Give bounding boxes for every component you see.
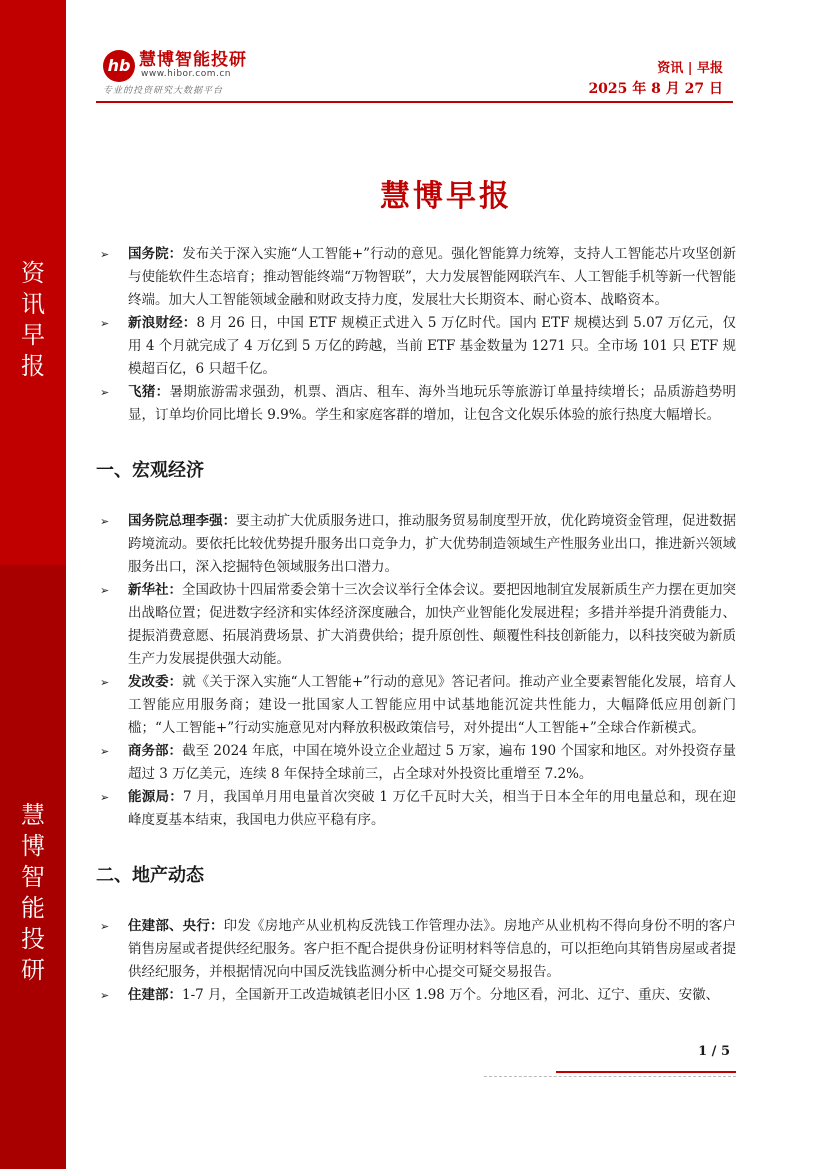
sidebar-char: 资 [21, 259, 45, 287]
sidebar-char: 智 [21, 863, 45, 891]
sidebar-char: 报 [21, 352, 45, 380]
arrow-bullet-icon: ➢ [100, 791, 110, 804]
logo-url: www.hibor.com.cn [141, 69, 232, 79]
news-text: 1-7 月，全国新开工改造城镇老旧小区 1.98 万个。分地区看，河北、辽宁、重庆、安徽、 [182, 987, 720, 1003]
news-source: 发改委： [128, 674, 183, 690]
arrow-bullet-icon: ➢ [100, 989, 110, 1002]
sidebar-char: 投 [21, 925, 45, 953]
news-text: 截至 2024 年底，中国在境外设立企业超过 5 万家，遍布 190 个国家和地区。对外投资存量超过 3 万亿美元，连续 8 年保持全球前三，占全球对外投资比重增至 7.2%。 [128, 743, 737, 782]
sidebar-char: 能 [21, 894, 45, 922]
news-text: 7 月，我国单月用电量首次突破 1 万亿千瓦时大关，相当于日本全年的用电量总和，现在迎峰度夏基本结束，我国电力供应平稳有序。 [128, 789, 736, 828]
page-number: 1 / 5 [698, 1044, 730, 1059]
sidebar-char: 早 [21, 321, 45, 349]
list-item [96, 740, 736, 786]
news-text: 暑期旅游需求强劲，机票、酒店、租车、海外当地玩乐等旅游订单量持续增长；品质游趋势明显，订单均价同比增长 9.9%。学生和家庭客群的增加，让包含文化娱乐体验的旅行热度大幅增长。 [128, 384, 737, 423]
list-item [96, 243, 736, 312]
header-rule [96, 101, 733, 103]
news-source: 国务院： [128, 246, 183, 262]
list-item [96, 671, 736, 740]
arrow-bullet-icon: ➢ [100, 920, 110, 933]
sidebar-char: 慧 [21, 801, 45, 829]
report-category: 资讯 | 早报 [657, 61, 723, 76]
list-item [96, 786, 736, 832]
sidebar-label-top [0, 258, 66, 382]
news-text: 要主动扩大优质服务进口，推动服务贸易制度型开放，优化跨境资金管理，促进数据跨境流动。要依托比较优势提升服务出口竞争力，扩大优势制造领域生产性服务业出口，推进新兴领域服务出口，深入挖掘特色领域服务出口潜力。 [128, 513, 737, 575]
news-text: 8 月 26 日，中国 ETF 规模正式进入 5 万亿时代。国内 ETF 规模达到 5.07 万亿元，仅用 4 个月就完成了 4 万亿到 5 万亿的跨越，当前 ETF 基金数量为 1271 只。全市场 101 只 ETF 规模超百亿，6 只超千亿。 [128, 315, 737, 377]
sidebar-label-bottom [0, 800, 66, 986]
list-item [96, 984, 736, 1007]
logo-slogan: 专业的投资研究大数据平台 [103, 86, 224, 96]
section-heading: 二、地产动态 [96, 865, 204, 886]
page-title: 慧博早报 [380, 179, 512, 214]
report-body [96, 243, 736, 1007]
report-date: 2025 年 8 月 27 日 [588, 81, 723, 97]
arrow-bullet-icon: ➢ [100, 386, 110, 399]
list-item [96, 510, 736, 579]
sidebar-char: 研 [21, 956, 45, 984]
arrow-bullet-icon: ➢ [100, 248, 110, 261]
news-text: 印发《房地产从业机构反洗钱工作管理办法》。房地产从业机构不得向身份不明的客户销售房屋或者提供经纪服务。客户拒不配合提供身份证明材料等信息的，可以拒绝向其销售房屋或者提供经纪服务，并根据情况向中国反洗钱监测分析中心提交可疑交易报告。 [128, 918, 737, 980]
sidebar-char: 博 [21, 832, 45, 860]
news-text: 发布关于深入实施“人工智能+”行动的意见。强化智能算力统筹，支持人工智能芯片攻坚创新与使能软件生态培育；推动智能终端“万物智联”，大力发展智能网联汽车、人工智能手机等新一代智能终端。加大人工智能领域金融和财政支持力度，发展壮大长期资本、耐心资本、战略资本。 [128, 246, 736, 308]
arrow-bullet-icon: ➢ [100, 317, 110, 330]
arrow-bullet-icon: ➢ [100, 676, 110, 689]
arrow-bullet-icon: ➢ [100, 515, 110, 528]
logo-mark-icon: hb [103, 50, 135, 82]
news-source: 住建部： [128, 987, 182, 1003]
sidebar [0, 0, 66, 1169]
news-source: 商务部： [128, 743, 183, 759]
arrow-bullet-icon: ➢ [100, 584, 110, 597]
arrow-bullet-icon: ➢ [100, 745, 110, 758]
news-source: 国务院总理李强： [128, 513, 237, 529]
news-source: 新华社： [128, 582, 183, 598]
news-source: 能源局： [128, 789, 183, 805]
news-source: 飞猪： [128, 384, 170, 400]
sidebar-char: 讯 [21, 290, 45, 318]
news-source: 住建部、央行： [128, 918, 224, 934]
news-text: 全国政协十四届常委会第十三次会议举行全体会议。要把因地制宜发展新质生产力摆在更加突出战略位置；促进数字经济和实体经济深度融合，加快产业智能化发展进程；多措并举提升消费能力、提振消费意愿、拓展消费场景、扩大消费供给；提升原创性、颠覆性科技创新能力，以科技突破为新质生产力发展提供强大动能。 [128, 582, 737, 667]
news-source: 新浪财经： [128, 315, 197, 331]
section-heading: 一、宏观经济 [96, 460, 204, 481]
list-item [96, 381, 736, 427]
logo-name: 慧博智能投研 [139, 50, 247, 70]
footer-rule [484, 1076, 736, 1077]
list-item [96, 312, 736, 381]
news-text: 就《关于深入实施“人工智能+”行动的意见》答记者问。推动产业全要素智能化发展，培育人工智能应用服务商；建设一批国家人工智能应用中试基地能沉淀共性能力，大幅降低应用创新门槛；“人工智能+”行动实施意见对内释放积极政策信号，对外提出“人工智能+”全球合作新模式。 [128, 674, 736, 736]
list-item [96, 579, 736, 671]
header-meta [588, 58, 723, 100]
list-item [96, 915, 736, 984]
logo [103, 50, 273, 100]
footer-accent-rule [556, 1071, 736, 1073]
